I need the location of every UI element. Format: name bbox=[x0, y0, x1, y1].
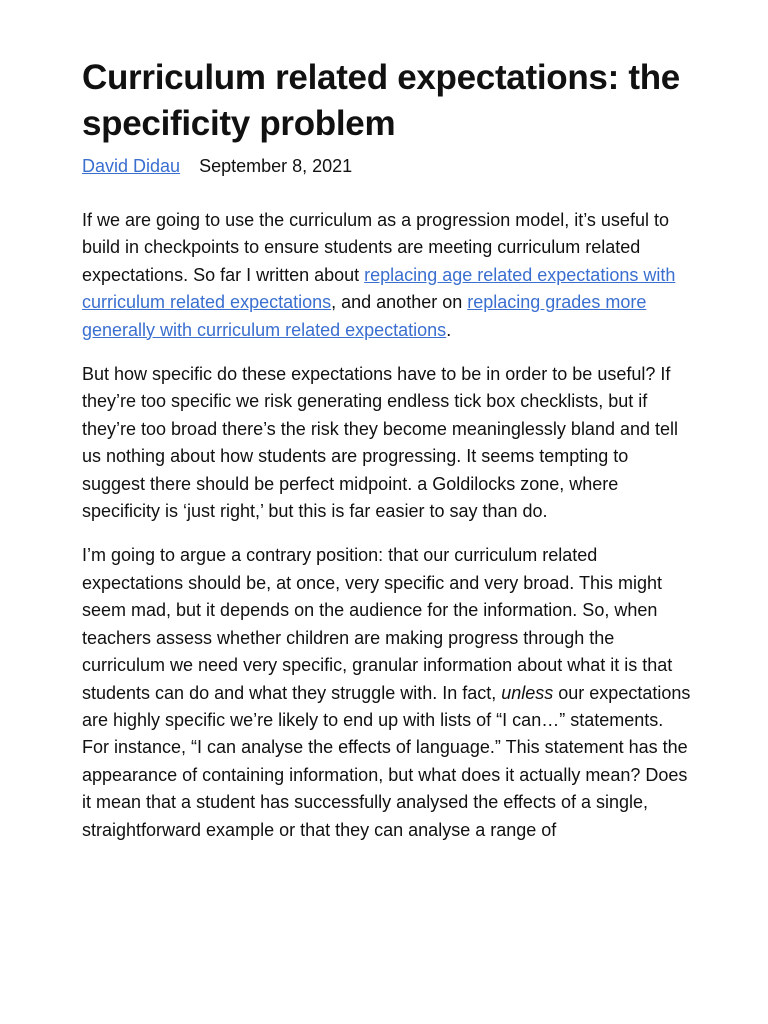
paragraph-3-text-2: our expectations are highly specific we’re likely to end up with lists of “I can…” statements. For instance, “I can analyse the effects of language.” This statement has the appearance of containing information, but what does it actually mean? Does it mean that a student has successfully analysed the effects of a single, straightforward example or that they can analyse a range of bbox=[82, 682, 691, 840]
link-replacing-grades[interactable]: replacing grades more generally with curriculum related expectations bbox=[82, 292, 647, 340]
paragraph-3 bbox=[82, 542, 692, 843]
paragraph-1-text-2: , and another on bbox=[331, 292, 468, 313]
paragraph-1-text-3: . bbox=[446, 319, 452, 340]
article-title: Curriculum related expectations: the specificity problem bbox=[82, 58, 680, 143]
paragraph-2: But how specific do these expectations have to be in order to be useful? If they’re too specific we risk generating endless tick box checklists, but if they’re too broad there’s the risk they become meaninglessly bland and tell us nothing about how students are progressing. It seems tempting to suggest there should be perfect midpoint. a Goldilocks zone, where specificity is ‘just right,’ but this is far easier to say than do. bbox=[82, 364, 679, 522]
paragraph-3-emphasis: unless bbox=[501, 682, 554, 703]
author-link[interactable]: David Didau bbox=[82, 156, 181, 176]
paragraph-1-text-1: If we are going to use the curriculum as a progression model, it’s useful to build in checkpoints to ensure students are meeting curriculum related expectations. So far I written about bbox=[82, 210, 669, 285]
link-replacing-age-related-expectations[interactable]: replacing age related expectations with curriculum related expectations bbox=[82, 264, 676, 313]
paragraph-1 bbox=[82, 207, 692, 344]
publish-date: September 8, 2021 bbox=[199, 156, 353, 176]
paragraph-3-text-1: I’m going to argue a contrary position: that our curriculum related expectations should be, at once, very specific and very broad. This might seem mad, but it depends on the audience for the information. So, when teachers assess whether children are making progress through the curriculum we need very specific, granular information about what it is that students can do and what they struggle with. In fact, bbox=[82, 545, 673, 703]
article bbox=[82, 55, 692, 861]
article-meta bbox=[82, 153, 692, 179]
